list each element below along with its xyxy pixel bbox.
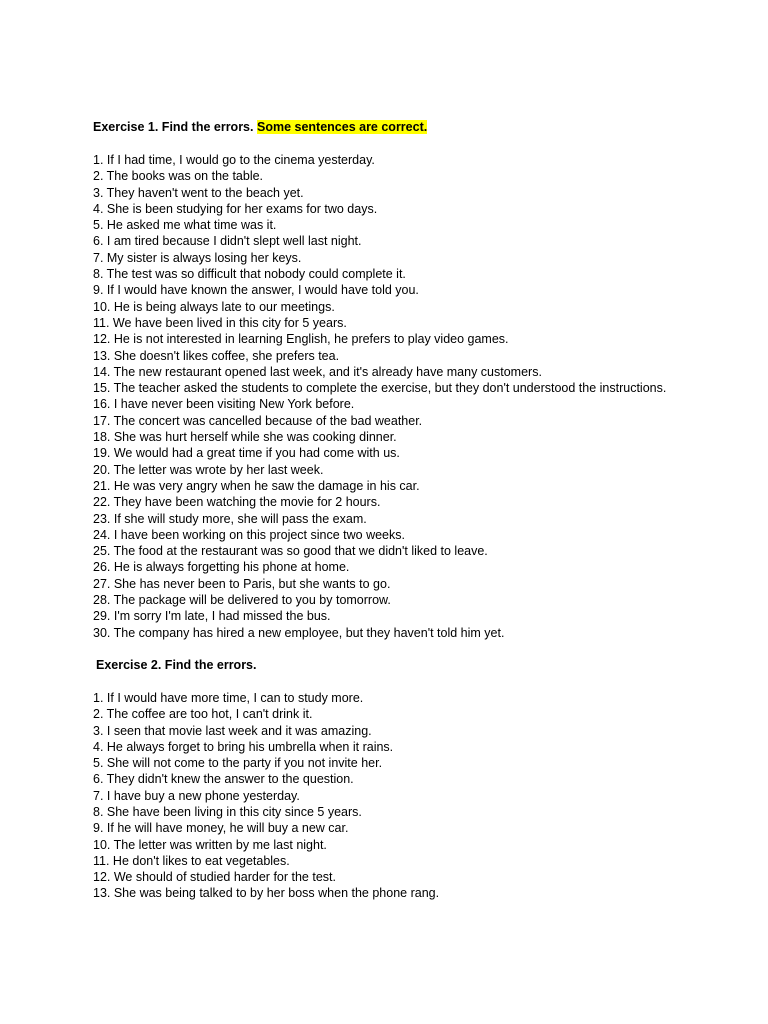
list-item: 17. The concert was cancelled because of the bad weather. [93,413,423,428]
list-item: 4. She is been studying for her exams for two days. [93,201,378,216]
list-item: 1. If I had time, I would go to the cinema yesterday. [93,153,375,167]
exercise1-highlight: Some sentences are correct. [256,120,428,134]
list-item: 29. I'm sorry I'm late, I had missed the bus. [93,609,331,624]
list-item: 15. The teacher asked the students to complete the exercise, but they don't understood the instructions. [93,381,667,396]
list-item: 10. The letter was written by me last night. [93,837,327,852]
list-item: 25. The food at the restaurant was so good that we didn't liked to leave. [93,544,488,559]
list-item: 7. I have buy a new phone yesterday. [93,788,300,803]
spacer [93,674,733,690]
list-item: 12. He is not interested in learning English, he prefers to play video games. [93,332,509,347]
list-item: 22. They have been watching the movie for 2 hours. [93,495,381,510]
list-item: 3. I seen that movie last week and it was amazing. [93,723,372,738]
exercise1-title: Exercise 1. Find the errors. [93,120,254,134]
spacer [93,641,733,657]
list-item: 24. I have been working on this project since two weeks. [93,527,405,542]
list-item: 5. She will not come to the party if you not invite her. [93,756,383,771]
list-item: 10. He is being always late to our meetings. [93,299,335,314]
spacer [93,136,733,152]
list-item: 16. I have never been visiting New York before. [93,397,355,412]
list-item: 9. If he will have money, he will buy a new car. [93,821,349,836]
list-item: 27. She has never been to Paris, but she wants to go. [93,576,391,591]
exercise1-heading [93,119,733,136]
document-page [93,119,733,902]
list-item: 7. My sister is always losing her keys. [93,250,302,265]
list-item: 8. She have been living in this city since 5 years. [93,804,362,819]
list-item: 30. The company has hired a new employee, but they haven't told him yet. [93,625,505,640]
exercise2-title: Exercise 2. Find the errors. [96,657,257,672]
list-item: 13. She doesn't likes coffee, she prefers tea. [93,348,340,363]
list-item: 4. He always forget to bring his umbrella when it rains. [93,739,394,754]
list-item: 5. He asked me what time was it. [93,218,277,233]
list-item: 21. He was very angry when he saw the damage in his car. [93,478,420,493]
list-item: 11. He don't likes to eat vegetables. [93,853,290,868]
list-item: 23. If she will study more, she will pass the exam. [93,511,367,526]
list-item: 1. If I would have more time, I can to study more. [93,690,364,705]
exercise2-list [93,690,733,902]
list-item: 6. They didn't knew the answer to the question. [93,772,354,787]
list-item: 19. We would had a great time if you had come with us. [93,446,400,461]
list-item: 2. The books was on the table. [93,169,264,184]
list-item: 6. I am tired because I didn't slept well last night. [93,234,362,249]
list-item: 9. If I would have known the answer, I would have told you. [93,283,419,298]
list-item: 26. He is always forgetting his phone at home. [93,560,350,575]
list-item: 11. We have been lived in this city for 5 years. [93,315,347,330]
list-item: 2. The coffee are too hot, I can't drink it. [93,707,313,722]
exercise1-list [93,152,733,641]
list-item: 18. She was hurt herself while she was cooking dinner. [93,430,397,445]
list-item: 28. The package will be delivered to you by tomorrow. [93,593,391,608]
list-item: 12. We should of studied harder for the test. [93,870,336,885]
list-item: 8. The test was so difficult that nobody could complete it. [93,267,406,282]
list-item: 14. The new restaurant opened last week, and it's already have many customers. [93,364,542,379]
exercise2-heading [96,657,733,674]
list-item: 13. She was being talked to by her boss when the phone rang. [93,886,440,901]
list-item: 3. They haven't went to the beach yet. [93,185,304,200]
list-item: 20. The letter was wrote by her last week. [93,462,324,477]
